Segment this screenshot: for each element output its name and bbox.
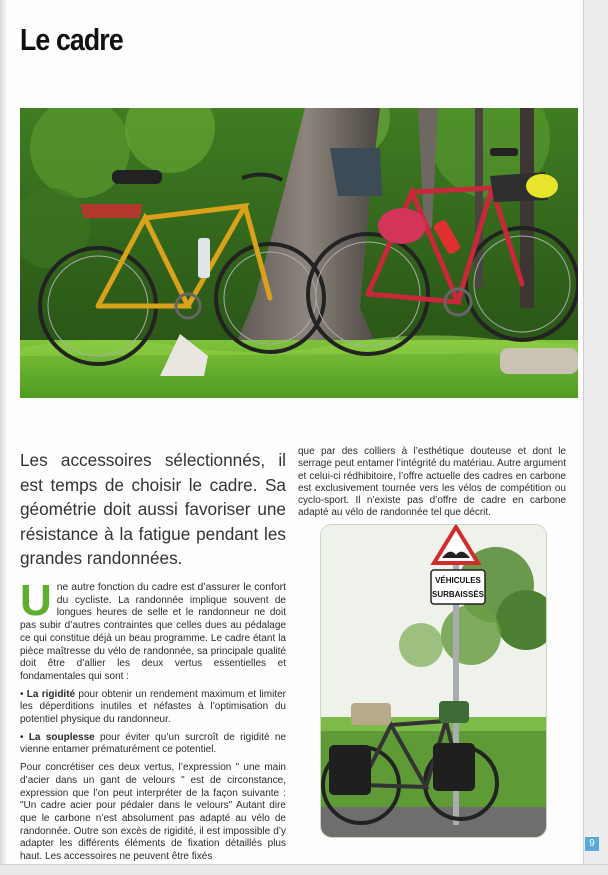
rear-pannier — [329, 745, 371, 795]
page-title: Le cadre — [20, 22, 123, 57]
page-number: 9 — [585, 837, 599, 851]
log — [500, 348, 578, 374]
bullet-keyword: La souplesse — [28, 731, 95, 743]
intro-paragraph — [20, 576, 286, 684]
page-binding-shadow — [0, 0, 8, 875]
road-sign-photo — [320, 524, 547, 838]
lead-paragraph: Les accessoires sélectionnés, il est temps de choisir le cadre. Sa géométrie doit aussi favoriser une résistance à la fatigue pendant les grandes randonnées. — [20, 450, 286, 568]
intro-rest: La randonnée implique souvent de longues heures de selle et le randonneur ne doit pas subir d’autres contraintes que celles dues au pédalage ce qui constitue déjà un beau programme. Le cadre étant la pièce maîtresse du vélo de randonnée, sa principale qualité doit être d’allier les deux vertus essentielles et fondamentales qui sont : — [20, 594, 286, 682]
helmet — [378, 208, 426, 244]
intro-first-line: ne autre fonction du cadre est d’assurer le confort du cycliste. — [56, 582, 286, 606]
closing-paragraph: Pour concrétiser ces deux vertus, l’expression " une main d’acier dans un gant de velours " est de circonstance, expression que l’on peut interpréter de la façon suivante : "Un cadre acier pour pédaler dans le velours" Autant dire que le carbone n’est absolument pas adapté au vélo de randonnée. Outre son excès de rigidité, il est impossible d’y adapter les différents éléments de fixation détaillés plus haut. Les accessoires ne peuvent être fixés — [20, 762, 286, 863]
article-column-left — [20, 576, 286, 869]
sign-line-2: SURBAISSÉS — [431, 590, 485, 599]
page-edge — [584, 0, 608, 875]
drop-cap: U — [20, 576, 52, 625]
bullet-rigidity: • La rigidité pour obtenir un rendement maximum et limiter les déperditions inutiles et néfastes à l’optimisation du potentiel physique du randonneur. — [20, 688, 286, 726]
bullet-text: pour éviter qu’un surcroît de rigidité ne vienne entamer prématurément ce potentiel. — [20, 731, 286, 756]
hero-photo-illustration — [20, 108, 578, 398]
road-sign-illustration — [321, 525, 546, 837]
bullet-text: pour obtenir un rendement maximum et limiter les déperditions inutiles et néfastes à l’optimisation du potentiel physique du randonneur. — [20, 688, 286, 726]
bullet-flexibility: • La souplesse pour éviter qu’un surcroît de rigidité ne vienne entamer prématurément ce potentiel. — [20, 731, 286, 756]
hero-photo-bikes — [20, 108, 578, 398]
article-column-right — [298, 446, 566, 520]
bullet-keyword: La rigidité — [26, 688, 76, 700]
right-column-paragraph: que par des colliers à l’esthétique douteuse et dont le serrage peut entamer l’intégrité du matériau. Autre argument et celui-ci rédhibitoire, l’offre actuelle des cadres en carbone est exclusivement tournée vers les vélos de compétition ou cyclo-sport. Il n’existe pas d’offre de cadre en carbone adapté au vélo de randonnée tel que décrit. — [298, 446, 566, 519]
sign-line-1: VÉHICULES — [435, 576, 481, 585]
handlebar-bag — [330, 148, 382, 196]
front-pannier — [433, 743, 475, 791]
